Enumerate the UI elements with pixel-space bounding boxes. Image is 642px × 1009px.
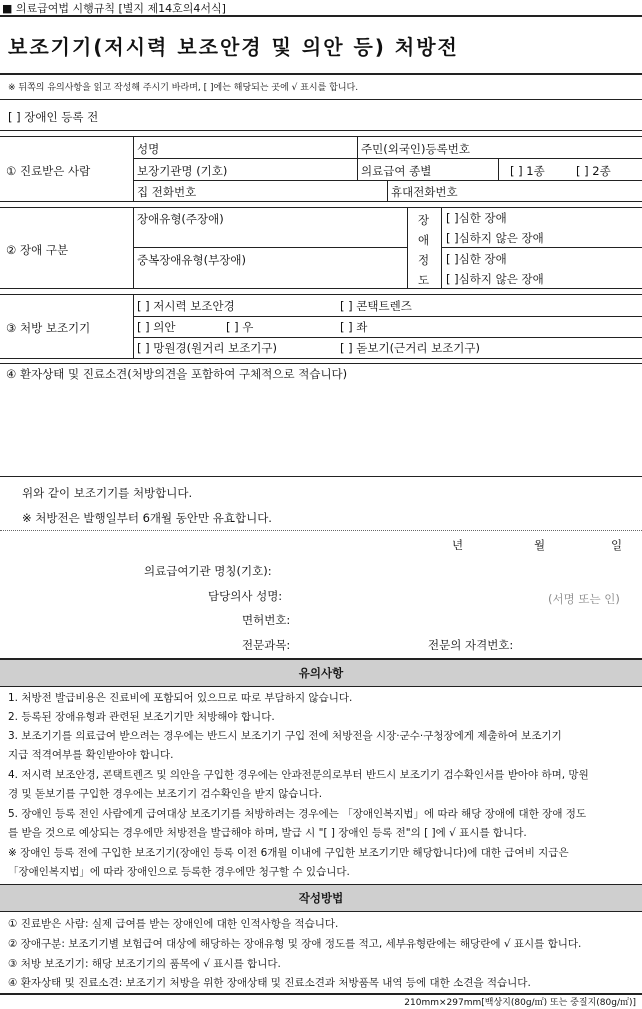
caution-5: 5. 장애인 등록 전인 사람에게 급여대상 보조기기를 처방하려는 경우에는 「장애인복지법」에 따라 해당 장애에 대한 장애 정도	[8, 808, 587, 820]
caution-star: ※ 장애인 등록 전에 구입한 보조기기(장애인 등록 이전 6개월 이내에 구입한 보조기기만 해당합니다)에 대한 급여비 지급은	[8, 847, 569, 859]
caution-3: 3. 보조기기를 의료급여 받으려는 경우에는 반드시 보조기기 구입 전에 처방전을 시장·군수·구청장에게 제출하여 보조기기	[8, 730, 562, 742]
caution-4: 4. 저시력 보조안경, 콘택트렌즈 및 의안을 구입한 경우에는 안과전문의로부터 반드시 보조기기 검수확인서를 받아야 하며, 망원	[8, 769, 589, 781]
legal-reference: ■ 의료급여법 시행규칙 [별지 제14호의4서식]	[2, 2, 226, 15]
method-2: ② 장애구분: 보조기기별 보험급여 대상에 해당하는 장애유형 및 장애 정도를 적고, 세부유형란에는 해당란에 √ 표시를 합니다.	[8, 938, 582, 950]
day-label: 일	[611, 538, 623, 552]
caution-1: 1. 처방전 발급비용은 진료비에 포함되어 있으므로 따로 부담하지 않습니다.	[8, 692, 353, 704]
degree-char-4: 도	[418, 273, 430, 287]
doctor-name-label: 담당의사 성명:	[208, 589, 283, 603]
degree-char-1: 장	[418, 213, 430, 227]
type1-checkbox[interactable]: [ ] 1종	[510, 164, 545, 178]
caution-2: 2. 등록된 장애유형과 관련된 보조기기만 처방해야 합니다.	[8, 711, 275, 723]
name-field[interactable]: 성명	[137, 142, 160, 156]
pre-registration-checkbox[interactable]: [ ] 장애인 등록 전	[8, 110, 99, 124]
mobile-phone-field[interactable]: 휴대전화번호	[391, 185, 458, 199]
caution-5-cont: 를 받을 것으로 예상되는 경우에만 처방전을 발급해야 하며, 발급 시 "[ ] 장애인 등록 전"의 [ ]에 √ 표시를 합니다.	[8, 827, 527, 839]
caution-3-cont: 지급 적격여부를 확인받아야 합니다.	[8, 749, 174, 761]
paper-spec: 210mm×297mm[백상지(80g/㎡) 또는 중질지(80g/㎡)]	[404, 998, 636, 1008]
prescription-statement: 위와 같이 보조기기를 처방합니다.	[22, 486, 193, 500]
prosthetic-eye-checkbox[interactable]: [ ] 의안	[137, 320, 176, 334]
page-title: 보조기기(저시력 보조안경 및 의안 등) 처방전	[8, 35, 459, 59]
specialist-number-label: 전문의 자격번호:	[428, 638, 514, 652]
method-4: ④ 환자상태 및 진료소견: 보조기기 처방을 위한 장애상태 및 진료소견과 처방품목 내역 등에 대한 소견을 적습니다.	[8, 977, 531, 989]
type2-checkbox[interactable]: [ ] 2종	[576, 164, 611, 178]
opinion-area[interactable]	[0, 384, 642, 476]
benefit-type-label: 의료급여 종별	[361, 164, 432, 178]
main-disability-field[interactable]: 장애유형(주장애)	[137, 212, 224, 226]
method-title: 작성방법	[0, 884, 642, 912]
caution-star-cont: 「장애인복지법」에 따라 장애인으로 등록한 경우에만 청구할 수 있습니다.	[8, 866, 350, 878]
month-label: 월	[534, 538, 546, 552]
section4-label: ④ 환자상태 및 진료소견(처방의견을 포함하여 구체적으로 적습니다)	[6, 367, 348, 381]
mild-checkbox-main[interactable]: [ ]심하지 않은 장애	[446, 231, 544, 245]
left-eye-checkbox[interactable]: [ ] 좌	[340, 320, 368, 334]
section3-label: ③ 처방 보조기기	[6, 321, 91, 335]
instruction-note: ※ 뒤쪽의 유의사항을 읽고 작성해 주시기 바라며, [ ]에는 해당되는 곳에 √ 표시를 합니다.	[8, 83, 359, 93]
severe-checkbox-sub[interactable]: [ ]심한 장애	[446, 252, 507, 266]
year-label: 년	[452, 538, 464, 552]
institution-label: 의료급여기관 명칭(기호):	[144, 564, 272, 578]
method-1: ① 진료받은 사람: 실제 급여를 받는 장애인에 대한 인적사항을 적습니다.	[8, 918, 339, 930]
sub-disability-field[interactable]: 중복장애유형(부장애)	[137, 253, 246, 267]
contact-lens-checkbox[interactable]: [ ] 콘택트렌즈	[340, 299, 412, 313]
right-eye-checkbox[interactable]: [ ] 우	[226, 320, 254, 334]
degree-char-2: 애	[418, 233, 430, 247]
section2-label: ② 장애 구분	[6, 243, 69, 257]
low-vision-glasses-checkbox[interactable]: [ ] 저시력 보조안경	[137, 299, 235, 313]
magnifier-checkbox[interactable]: [ ] 돋보기(근거리 보조기구)	[340, 341, 481, 355]
validity-note: ※ 처방전은 발행일부터 6개월 동안만 유효합니다.	[22, 511, 272, 525]
specialty-label: 전문과목:	[242, 638, 291, 652]
mild-checkbox-sub[interactable]: [ ]심하지 않은 장애	[446, 272, 544, 286]
signature-label: (서명 또는 인)	[548, 592, 620, 606]
resident-number-field[interactable]: 주민(외국인)등록번호	[361, 142, 470, 156]
telescope-checkbox[interactable]: [ ] 망원경(원거리 보조기구)	[137, 341, 278, 355]
severe-checkbox-main[interactable]: [ ]심한 장애	[446, 211, 507, 225]
caution-4-cont: 경 및 돋보기를 구입한 경우에는 보조기기 검수확인을 받지 않습니다.	[8, 788, 323, 800]
degree-char-3: 정	[418, 253, 430, 267]
method-3: ③ 처방 보조기기: 해당 보조기기의 품목에 √ 표시를 합니다.	[8, 958, 281, 970]
home-phone-field[interactable]: 집 전화번호	[137, 185, 197, 199]
cautions-title: 유의사항	[0, 658, 642, 687]
section1-label: ① 진료받은 사람	[6, 164, 91, 178]
license-number-label: 면허번호:	[242, 613, 291, 627]
agency-field[interactable]: 보장기관명 (기호)	[137, 164, 228, 178]
